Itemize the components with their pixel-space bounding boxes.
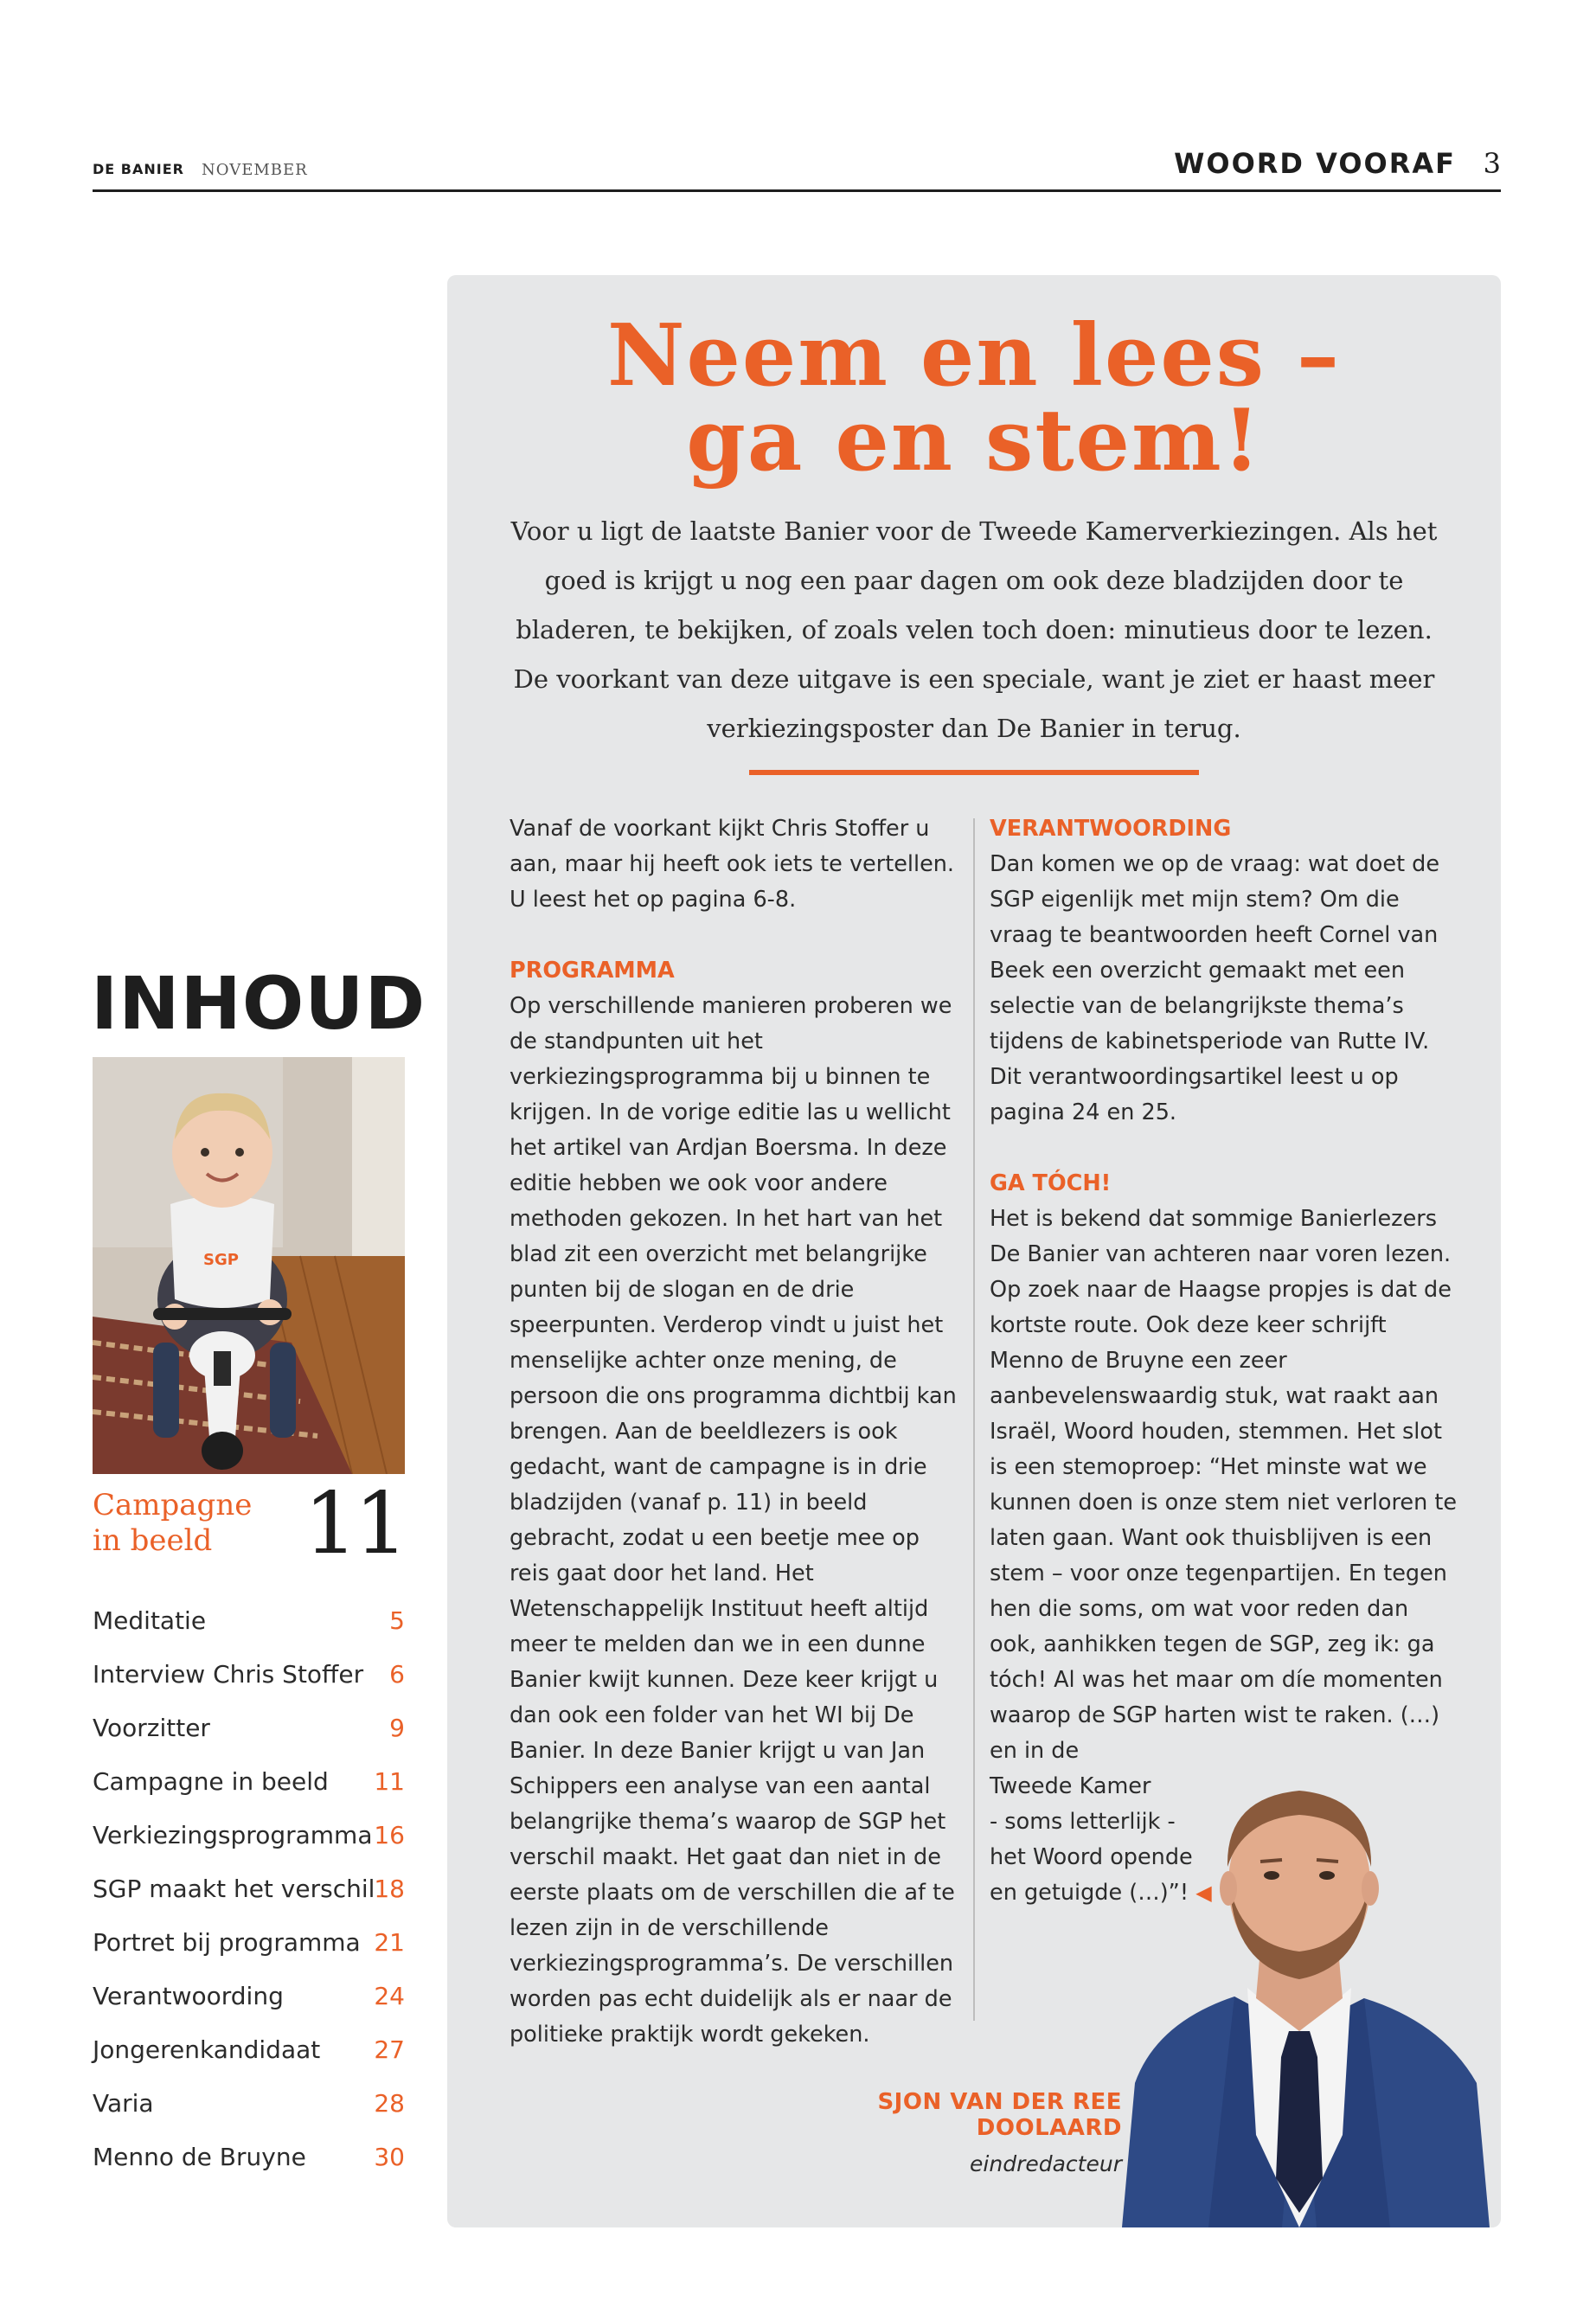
toc-item[interactable]: Meditatie 5 (93, 1606, 405, 1635)
article-column-right (990, 811, 1461, 1911)
intro-divider (749, 770, 1199, 775)
toc-item[interactable]: Interview Chris Stoffer 6 (93, 1660, 405, 1689)
toc-item[interactable]: Varia 28 (93, 2089, 405, 2118)
headline-line-1: Neem en lees – (606, 306, 1342, 406)
article-panel (447, 275, 1501, 2227)
toc-item[interactable]: Voorzitter 9 (93, 1714, 405, 1742)
table-of-contents (93, 1604, 405, 2194)
contents-photo (93, 1057, 405, 1474)
toc-item[interactable]: Campagne in beeld 11 (93, 1767, 405, 1796)
body-line: en getuigde (…)”! ◀ (990, 1880, 1212, 1906)
body-paragraph: Het is bekend dat sommige Banierlezers De Banier van achteren naar voren lezen. Op zoek naar de Haagse propjes is dat de kortste route. Ook deze keer schrijft Menno de Bruyne een zeer aanbevelenswaardig stuk, wat raakt aan Israël, Woord houden, stemmen. Het slot is een stemoproep: “Het minste wat we kunnen doen is onze stem niet verloren te laten gaan. Want ook thuisblijven is een stem – voor onze tegenpartijen. En tegen hen die soms, om wat voor reden dan ook, aanhikken tegen de SGP, zeg ik: ga tóch! Al was het maar om díe momenten waarop de SGP harten wist te raken. (…) en in de (990, 1206, 1458, 1764)
toc-item[interactable]: Verantwoording 24 (93, 1982, 405, 2010)
author-name: SJON VAN DER REE DOOLAARD (877, 2089, 1122, 2141)
subheading-ga-toch: GA TÓCH! (990, 1170, 1112, 1196)
featured-item-label: Campagne in beeld (93, 1488, 253, 1558)
body-line: het Woord opende (990, 1844, 1193, 1870)
end-of-article-icon: ◀ (1195, 1881, 1212, 1905)
column-divider (973, 818, 975, 2021)
page-number: 3 (1483, 147, 1501, 180)
body-line: - soms letterlijk - (990, 1809, 1176, 1835)
toc-item[interactable]: Portret bij programma 21 (93, 1928, 405, 1957)
magazine-name: DE BANIER (93, 161, 184, 177)
body-paragraph: Vanaf de voorkant kijkt Chris Stoffer u aan, maar hij heeft ook iets te vertellen. U leest het op pagina 6-8. (510, 816, 955, 913)
bib-logo: SGP (203, 1251, 239, 1269)
child-on-scooter-photo (93, 1057, 405, 1474)
featured-contents-item[interactable] (93, 1475, 405, 1574)
article-column-left (510, 811, 959, 2053)
article-headline (447, 306, 1501, 490)
toc-item[interactable]: Jongerenkandidaat 27 (93, 2035, 405, 2064)
subheading-programma: PROGRAMMA (510, 958, 675, 984)
subheading-verantwoording: VERANTWOORDING (990, 816, 1232, 842)
author-portrait (1105, 1772, 1501, 2227)
body-paragraph: Dan komen we op de vraag: wat doet de SGP eigenlijk met mijn stem? Om die vraag te beantwoorden heeft Cornel van Beek een overzicht gemaakt met een selectie van de belangrijkste thema’s tijdens de kabinetsperiode van Rutte IV. Dit verantwoordingsartikel leest u op pagina 24 en 25. (990, 851, 1440, 1125)
toc-item[interactable]: Verkiezingsprogramma 16 (93, 1821, 405, 1849)
toc-item[interactable]: Menno de Bruyne 30 (93, 2143, 405, 2171)
body-paragraph: Op verschillende manieren proberen we de standpunten uit het verkiezingsprogramma bij u binnen te krijgen. In de vorige editie las u wellicht het artikel van Ardjan Boersma. In deze editie hebben we ook voor andere methoden gekozen. In het hart van het blad zit een overzicht met belangrijke punten bij de slogan en de drie speerpunten. Verderop vindt u juist het menselijke achter onze mening, de persoon die ons programma dichtbij kan brengen. Aan de beeldlezers is ook gedacht, want de campagne is in drie bladzijden (vanaf p. 11) in beeld gebracht, zodat u een beetje mee op reis gaat door het land. Het Wetenschappelijk Instituut heeft altijd meer te melden dan we in een dunne Banier kwijt kunnen. Deze keer krijgt u dan ook een folder van het WI bij De Banier. In deze Banier krijgt u van Jan Schippers een analyse van een aantal belangrijke thema’s waarop de SGP het verschil maakt. Het gaat dan niet in de eerste plaats om de verschillen die af te lezen zijn in de verschillende verkiezingsprogramma’s. De verschillen worden pas echt duidelijk als er naar de politieke praktijk wordt gekeken. (510, 993, 957, 2048)
section-title: WOORD VOORAF (1174, 147, 1456, 180)
body-line: Tweede Kamer (990, 1773, 1151, 1799)
contents-title: INHOUD (91, 961, 426, 1046)
author-signature (759, 2089, 1122, 2176)
page-header (93, 147, 1501, 192)
issue-month: NOVEMBER (202, 161, 308, 179)
article-intro: Voor u ligt de laatste Banier voor de Tweede Kamerverkiezingen. Als het goed is krijgt u nog een paar dagen om ook deze bladzijden door te bladeren, te bekijken, of zoals velen toch doen: minutieus door te lezen. De voorkant van deze uitgave is een speciale, want je ziet er haast meer verkiezingsposter dan De Banier in terug. (510, 516, 1438, 743)
headline-line-2: ga en stem! (686, 391, 1262, 490)
featured-item-page: 11 (304, 1475, 405, 1574)
author-role: eindredacteur (970, 2151, 1122, 2176)
toc-item[interactable]: SGP maakt het verschil 18 (93, 1875, 405, 1903)
portrait-figure (1105, 1772, 1501, 2227)
